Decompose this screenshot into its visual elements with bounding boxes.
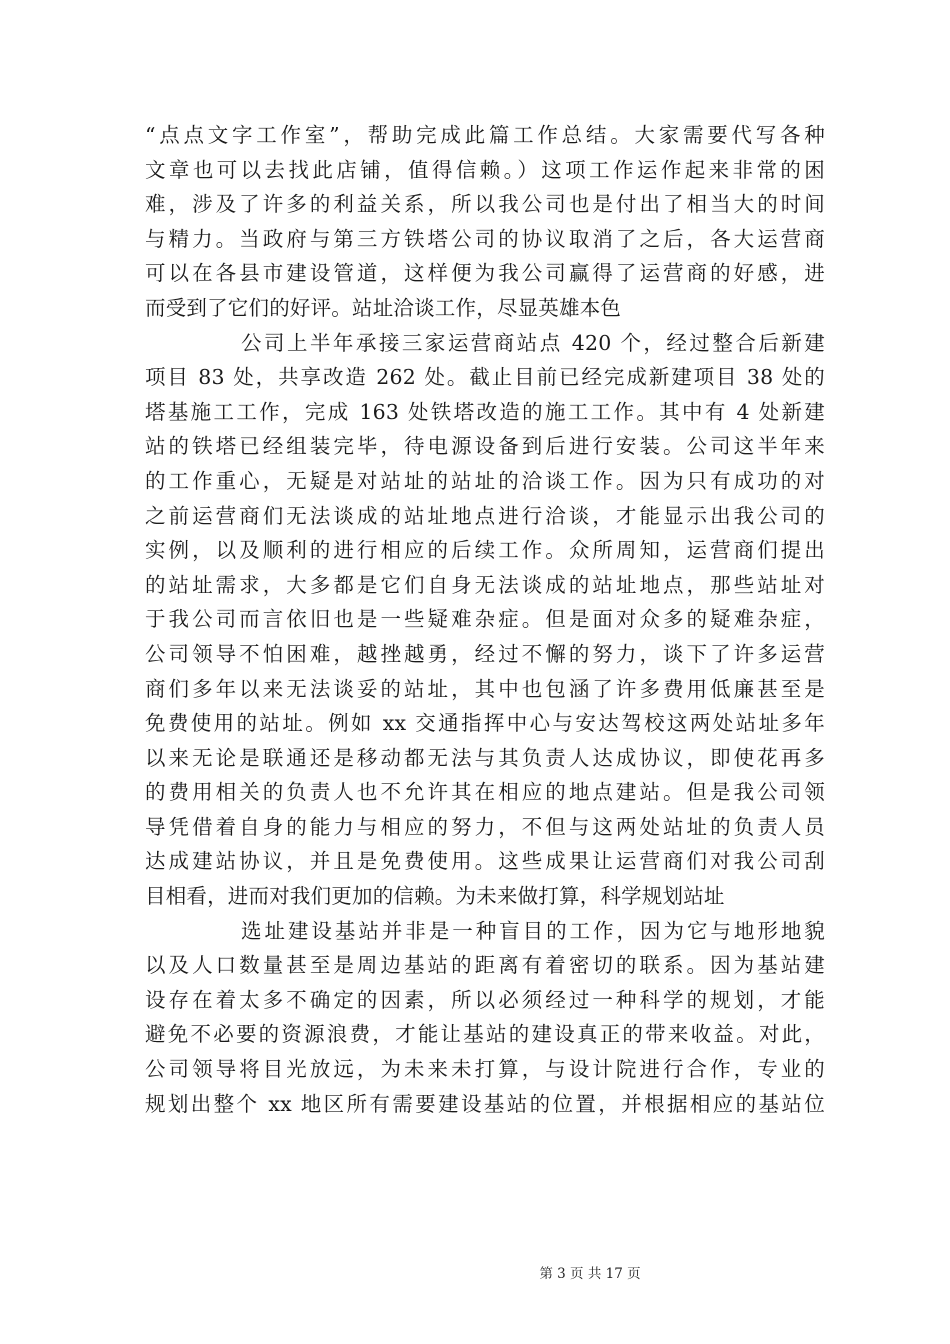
- text-line: 公司领导将目光放远，为未来未打算，与设计院进行合作，专业的: [145, 1057, 825, 1082]
- page-number-footer: 第 3 页 共 17 页: [539, 1266, 641, 1282]
- text-line: 站的铁塔已经组装完毕，待电源设备到后进行安装。公司这半年来: [145, 434, 825, 459]
- text-line: 而受到了它们的好评。站址洽谈工作，尽显英雄本色: [145, 295, 622, 320]
- paragraph-1: [145, 118, 825, 326]
- text-line: 达成建站协议，并且是免费使用。这些成果让运营商们对我公司刮: [145, 849, 825, 874]
- text-line: 设存在着太多不确定的因素，所以必须经过一种科学的规划，才能: [145, 987, 825, 1012]
- text-line: 难，涉及了许多的利益关系，所以我公司也是付出了相当大的时间: [145, 192, 825, 217]
- text-line: 文章也可以去找此店铺，值得信赖。）这项工作运作起来非常的困: [145, 157, 825, 182]
- text-line: 之前运营商们无法谈成的站址地点进行洽谈，才能显示出我公司的: [145, 503, 825, 528]
- text-line: 的工作重心，无疑是对站址的站址的洽谈工作。因为只有成功的对: [145, 468, 825, 493]
- text-line: 于我公司而言依旧也是一些疑难杂症。但是面对众多的疑难杂症，: [145, 607, 825, 632]
- text-line: 可以在各县市建设管道，这样便为我公司赢得了运营商的好感，进: [145, 261, 825, 286]
- text-line: 项目 83 处，共享改造 262 处。截止目前已经完成新建项目 38 处的: [145, 365, 825, 390]
- text-line: 导凭借着自身的能力与相应的努力，不但与这两处站址的负责人员: [145, 814, 825, 839]
- paragraph-3: [145, 914, 825, 1122]
- text-line: 免费使用的站址。例如 xx 交通指挥中心与安达驾校这两处站址多年: [145, 711, 825, 736]
- text-line: 避免不必要的资源浪费，才能让基站的建设真正的带来收益。对此，: [145, 1022, 825, 1047]
- text-line: 规划出整个 xx 地区所有需要建设基站的位置，并根据相应的基站位: [145, 1091, 825, 1116]
- text-line: 公司上半年承接三家运营商站点 420 个，经过整合后新建: [241, 330, 825, 355]
- text-line: 以及人口数量甚至是周边基站的距离有着密切的联系。因为基站建: [145, 953, 825, 978]
- text-line: “点点文字工作室”，帮助完成此篇工作总结。大家需要代写各种: [145, 123, 825, 147]
- text-line: 目相看，进而对我们更加的信赖。为未来做打算，科学规划站址: [145, 884, 725, 909]
- text-line: 实例，以及顺利的进行相应的后续工作。众所周知，运营商们提出: [145, 538, 825, 563]
- text-line: 选址建设基站并非是一种盲目的工作，因为它与地形地貌: [241, 918, 825, 943]
- text-line: 的费用相关的负责人也不允许其在相应的地点建站。但是我公司领: [145, 780, 825, 805]
- text-line: 的站址需求，大多都是它们自身无法谈成的站址地点，那些站址对: [145, 572, 825, 597]
- text-line: 以来无论是联通还是移动都无法与其负责人达成协议，即使花再多: [145, 745, 825, 770]
- text-line: 公司领导不怕困难，越挫越勇，经过不懈的努力，谈下了许多运营: [145, 641, 825, 666]
- text-line: 塔基施工工作，完成 163 处铁塔改造的施工工作。其中有 4 处新建: [145, 399, 825, 424]
- paragraph-2: [145, 326, 825, 914]
- text-line: 与精力。当政府与第三方铁塔公司的协议取消了之后，各大运营商: [145, 226, 825, 251]
- document-body: [145, 118, 825, 1121]
- text-line: 商们多年以来无法谈妥的站址，其中也包涵了许多费用低廉甚至是: [145, 676, 825, 701]
